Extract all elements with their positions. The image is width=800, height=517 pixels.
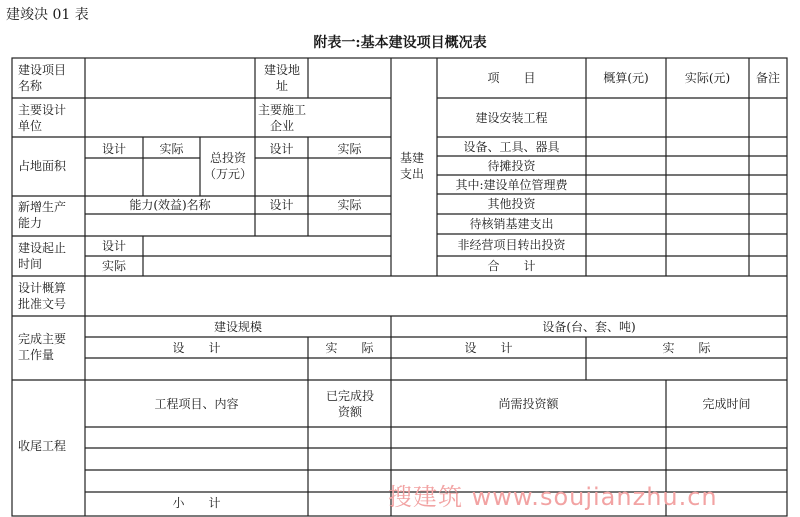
finish-time-header: 完成时间 (702, 397, 751, 411)
tail-works-label: 收尾工程 (18, 439, 67, 453)
land-area-label: 占地面积 (18, 159, 67, 173)
scale-actual-header: 实 际 (325, 341, 374, 355)
subtotal-label: 小 计 (172, 496, 221, 510)
capacity-name-label: 能力(效益)名称 (129, 198, 211, 212)
header-item: 项 目 (487, 71, 536, 85)
expenditure-row: 其中:建设单位管理费 (455, 178, 568, 192)
expenditure-row: 建设安装工程 (475, 111, 548, 125)
expenditure-row: 待核销基建支出 (469, 217, 554, 231)
needed-investment-header: 尚需投资额 (498, 397, 559, 411)
location-label: 建设地址 (264, 63, 301, 93)
workload-label: 完成主要工作量 (18, 332, 67, 362)
header-remark: 备注 (755, 71, 780, 85)
new-capacity-label: 新增生产能力 (18, 200, 67, 230)
completed-investment-header: 已完成投资额 (325, 389, 374, 419)
scale-design-header: 设 计 (172, 341, 221, 355)
investment-design-header: 设计 (269, 142, 294, 156)
header-actual: 实际(元) (684, 71, 731, 85)
expenditure-row: 待摊投资 (487, 159, 536, 173)
project-name-label: 建设项目名称 (18, 63, 67, 93)
period-design-label: 设计 (101, 239, 126, 253)
total-investment-label: 总投资（万元） (204, 151, 253, 181)
period-actual-label: 实际 (101, 259, 126, 273)
scale-label: 建设规模 (213, 320, 262, 334)
document-code: 建竣决 01 表 (6, 7, 89, 23)
capacity-actual-header: 实际 (337, 198, 362, 212)
tail-item-header: 工程项目、内容 (154, 397, 239, 411)
equipment-design-header: 设 计 (464, 341, 513, 355)
expenditure-row: 非经营项目转出投资 (457, 238, 566, 252)
capacity-design-header: 设计 (269, 198, 294, 212)
page-title: 附表一:基本建设项目概况表 (313, 35, 487, 51)
expenditure-row: 其他投资 (487, 197, 536, 211)
header-budget: 概算(元) (603, 71, 649, 85)
approval-label: 设计概算批准文号 (18, 281, 67, 311)
design-unit-label: 主要设计单位 (18, 103, 67, 133)
construction-unit-label: 主要施工企业 (257, 103, 306, 133)
watermark: 搜建筑 www.soujianzhu.cn (388, 483, 718, 511)
expenditure-label: 基建支出 (399, 151, 424, 181)
equipment-label: 设备(台、套、吨) (542, 320, 636, 334)
equipment-actual-header: 实 际 (662, 341, 711, 355)
total-row: 合 计 (487, 259, 536, 273)
period-label: 建设起止时间 (18, 241, 67, 271)
investment-actual-header: 实际 (337, 142, 362, 156)
land-actual-header: 实际 (159, 142, 184, 156)
expenditure-row: 设备、工具、器具 (463, 140, 560, 154)
land-design-header: 设计 (101, 142, 126, 156)
